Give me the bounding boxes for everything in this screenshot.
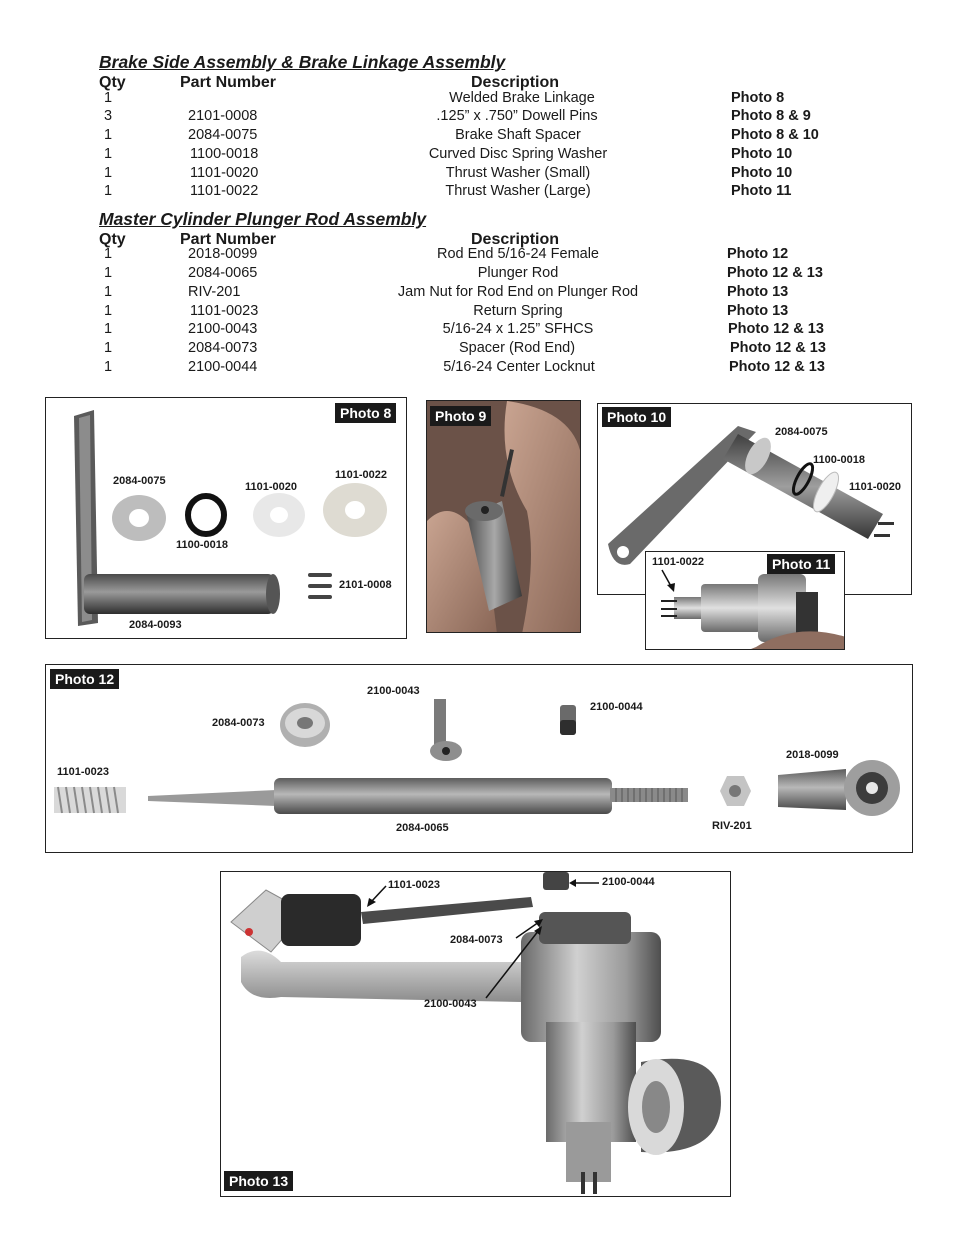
table-cell-part: RIV-201 <box>188 284 241 300</box>
photo-11-tag: Photo 11 <box>767 554 835 574</box>
photo-13-label: 2084-0073 <box>450 934 503 946</box>
table-cell-qty: 1 <box>104 321 113 337</box>
table-cell-desc: Jam Nut for Rod End on Plunger Rod <box>397 284 639 300</box>
photo-13-tag: Photo 13 <box>224 1171 293 1191</box>
table-cell-part: 2100-0043 <box>188 321 258 337</box>
table-cell-desc: 5/16-24 Center Locknut <box>443 359 595 375</box>
table-cell-photo: Photo 8 & 10 <box>731 127 819 143</box>
photo-8-tag: Photo 8 <box>335 403 396 423</box>
table-cell-photo: Photo 12 & 13 <box>730 340 826 356</box>
header-description: Description <box>471 74 560 91</box>
photo-12-tag: Photo 12 <box>50 669 119 689</box>
table-cell-qty: 1 <box>104 165 113 181</box>
photo-10-label: 1101-0020 <box>849 481 901 493</box>
table-cell-part: 2100-0044 <box>188 359 258 375</box>
header-qty: Qty <box>99 74 126 91</box>
table-cell-desc: Plunger Rod <box>477 265 559 281</box>
table-cell-qty: 3 <box>104 108 113 124</box>
photo-11-label: 1101-0022 <box>652 556 704 568</box>
header-part-number: Part Number <box>180 74 277 91</box>
table-cell-qty: 1 <box>104 90 113 106</box>
table-cell-part: 2084-0075 <box>188 127 258 143</box>
table-cell-part: 2084-0065 <box>188 265 258 281</box>
table-cell-qty: 1 <box>104 146 113 162</box>
table-cell-desc: .125” x .750” Dowell Pins <box>436 108 598 124</box>
photo-12-image <box>46 665 913 853</box>
table-cell-desc: Welded Brake Linkage <box>449 90 595 106</box>
table-cell-desc: Rod End 5/16-24 Female <box>436 246 599 262</box>
photo-12-label: 1101-0023 <box>57 766 109 778</box>
photo-10-label: 2084-0075 <box>775 426 828 438</box>
table-cell-qty: 1 <box>104 265 113 281</box>
table-cell-photo: Photo 12 & 13 <box>727 265 823 281</box>
photo-13-frame <box>220 871 731 1197</box>
table-cell-qty: 1 <box>104 340 113 356</box>
table-cell-photo: Photo 13 <box>727 284 789 300</box>
photo-12-label: RIV-201 <box>712 820 752 832</box>
table-cell-qty: 1 <box>104 359 113 375</box>
table-cell-part: 2101-0008 <box>188 108 258 124</box>
table-cell-photo: Photo 11 <box>731 183 792 199</box>
table-cell-desc: 5/16-24 x 1.25” SFHCS <box>442 321 594 337</box>
table-cell-photo: Photo 10 <box>731 146 793 162</box>
photo-12-label: 2100-0043 <box>367 685 420 697</box>
photo-12-label: 2084-0073 <box>212 717 265 729</box>
table-cell-qty: 1 <box>104 303 113 319</box>
photo-13-arrows <box>221 872 731 1197</box>
photo-8-label: 2084-0093 <box>129 619 182 631</box>
photo-13-label: 1101-0023 <box>388 879 440 891</box>
header-description: Description <box>471 231 560 248</box>
table-cell-qty: 1 <box>104 284 113 300</box>
table-cell-photo: Photo 13 <box>727 303 789 319</box>
table-cell-desc: Thrust Washer (Large) <box>445 183 591 199</box>
table-cell-desc: Spacer (Rod End) <box>458 340 576 356</box>
photo-13-label: 2100-0043 <box>424 998 477 1010</box>
table-cell-desc: Brake Shaft Spacer <box>455 127 581 143</box>
photo-9-image <box>427 401 581 633</box>
photo-12-label: 2100-0044 <box>590 701 643 713</box>
table-cell-qty: 1 <box>104 183 113 199</box>
photo-8-image <box>46 398 407 639</box>
table-cell-photo: Photo 12 & 13 <box>728 321 824 337</box>
photo-8-frame <box>45 397 407 639</box>
photo-8-label: 1100-0018 <box>176 539 228 551</box>
header-part-number: Part Number <box>180 231 277 248</box>
photo-8-label: 1101-0020 <box>245 481 297 493</box>
photo-12-label: 2084-0065 <box>396 822 449 834</box>
photo-8-label: 1101-0022 <box>335 469 387 481</box>
table-cell-photo: Photo 8 & 9 <box>731 108 811 124</box>
table-cell-photo: Photo 12 <box>727 246 789 262</box>
table-cell-desc: Return Spring <box>473 303 563 319</box>
spring-part <box>54 787 126 813</box>
photo-12-label: 2018-0099 <box>786 749 839 761</box>
table-cell-part: 1101-0022 <box>190 183 259 199</box>
table-cell-part: 2018-0099 <box>188 246 258 262</box>
table-cell-qty: 1 <box>104 246 113 262</box>
photo-13-label: 2100-0044 <box>602 876 655 888</box>
photo-8-label: 2084-0075 <box>113 475 166 487</box>
photo-10-label: 1100-0018 <box>813 454 865 466</box>
table-cell-part: 1101-0023 <box>190 303 259 319</box>
table-cell-qty: 1 <box>104 127 113 143</box>
table-cell-photo: Photo 12 & 13 <box>729 359 825 375</box>
photo-11-frame <box>645 551 845 650</box>
table-cell-photo: Photo 10 <box>731 165 793 181</box>
section-title-master-cylinder: Master Cylinder Plunger Rod Assembly <box>99 209 427 229</box>
photo-9-frame <box>426 400 581 633</box>
photo-8-label: 2101-0008 <box>339 579 392 591</box>
table-cell-desc: Curved Disc Spring Washer <box>428 146 608 162</box>
table-cell-part: 1100-0018 <box>190 146 259 162</box>
table-cell-photo: Photo 8 <box>731 90 785 106</box>
table-cell-part: 1101-0020 <box>190 165 259 181</box>
photo-9-tag: Photo 9 <box>430 406 491 426</box>
photo-10-tag: Photo 10 <box>602 407 671 427</box>
photo-11-arrow <box>646 552 845 650</box>
header-qty: Qty <box>99 231 126 248</box>
photo-12-frame <box>45 664 913 853</box>
section-title-brake-side: Brake Side Assembly & Brake Linkage Assembly <box>99 52 506 72</box>
table-cell-part: 2084-0073 <box>188 340 258 356</box>
table-cell-desc: Thrust Washer (Small) <box>445 165 591 181</box>
